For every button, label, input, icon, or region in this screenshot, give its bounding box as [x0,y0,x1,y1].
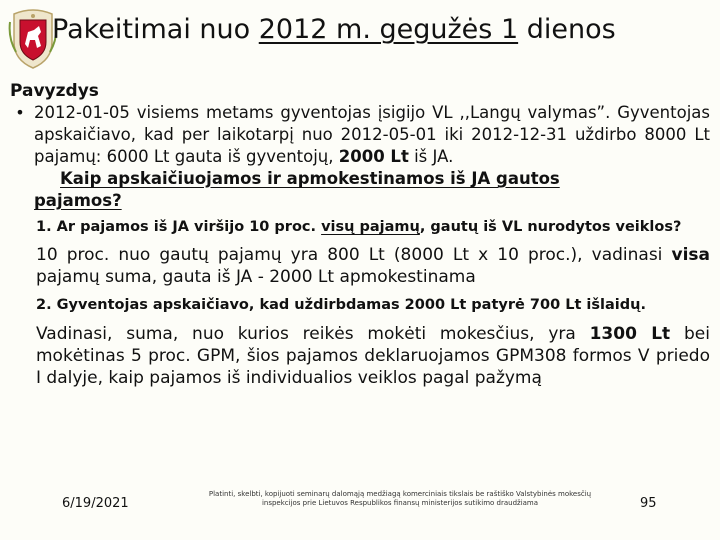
example-heading: Pavyzdys [10,81,99,101]
title-date: 2012 m. gegužės 1 [258,14,519,45]
ans2-bold: 1300 Lt [589,324,671,344]
ans1-part1: 10 proc. nuo gautų pajamų yra 800 Lt (8000 Lt x 10 proc.), vadinasi [36,245,672,265]
bullet-icon: • [15,103,25,122]
example-text [34,102,710,212]
slide-body [6,80,710,389]
ans1-part2: pajamų suma, gauta iš JA - 2000 Lt apmokestinama [36,267,476,287]
ans1-bold: visa [671,245,710,265]
q1-part1: 1. Ar pajamos iš JA viršijo 10 proc. [36,219,322,235]
ans2-part2: bei mokėtinas 5 proc. GPM, šios pajamos deklaruojamos GPM308 formos V priedo I dalyje, kaip pajamos iš individualios veiklos pagal pažymą [36,324,710,388]
example-part1: 2012-01-05 visiems metams gyventojas įsigijo VL ,,Langų valymas”. Gyventojas apskaičiavo, kad per laikotarpį nuo 2012-05-01 iki 2012-12-31 uždirbo 8000 Lt pajamų: 6000 Lt gauta iš gyventojų, [34,103,710,166]
footer-copyright-note: Platinti, skelbti, kopijuoti seminarų dalomąją medžiagą komerciniais tikslais be raštiško Valstybinės mokesčių inspekcijos prie Lietuvos Respublikos finansų ministerijos sutikimo draudžiama [208,490,592,507]
question-1 [6,218,710,236]
example-bold-amount: 2000 Lt [338,147,409,166]
question-continuation: pajamos? [34,191,122,210]
title-prefix: Pakeitimai nuo [52,14,259,45]
slide-footer [0,490,720,520]
question-underlined: Kaip apskaičiuojamos ir apmokestinamos iš JA gautos [60,169,560,188]
example-bullet [6,102,710,212]
question-continuation-line [34,190,710,212]
q1-part2: , gautų iš VL nurodytos veiklos? [419,219,682,235]
title-suffix: dienos [518,14,616,45]
page-title [52,10,712,50]
page-number: 95 [640,496,657,511]
question-2: 2. Gyventojas apskaičiavo, kad uždirbdamas 2000 Lt patyrė 700 Lt išlaidų. [36,297,646,313]
question-line [34,168,710,190]
answer-1 [6,244,710,288]
q1-underlined: visų pajamų [321,219,420,235]
footer-date: 6/19/2021 [62,496,129,511]
ans2-part1: Vadinasi, suma, nuo kurios reikės mokėti mokesčius, yra [36,324,590,344]
example-part2: iš JA. [408,147,454,166]
crest-logo-icon [8,8,58,70]
answer-2 [6,323,710,389]
